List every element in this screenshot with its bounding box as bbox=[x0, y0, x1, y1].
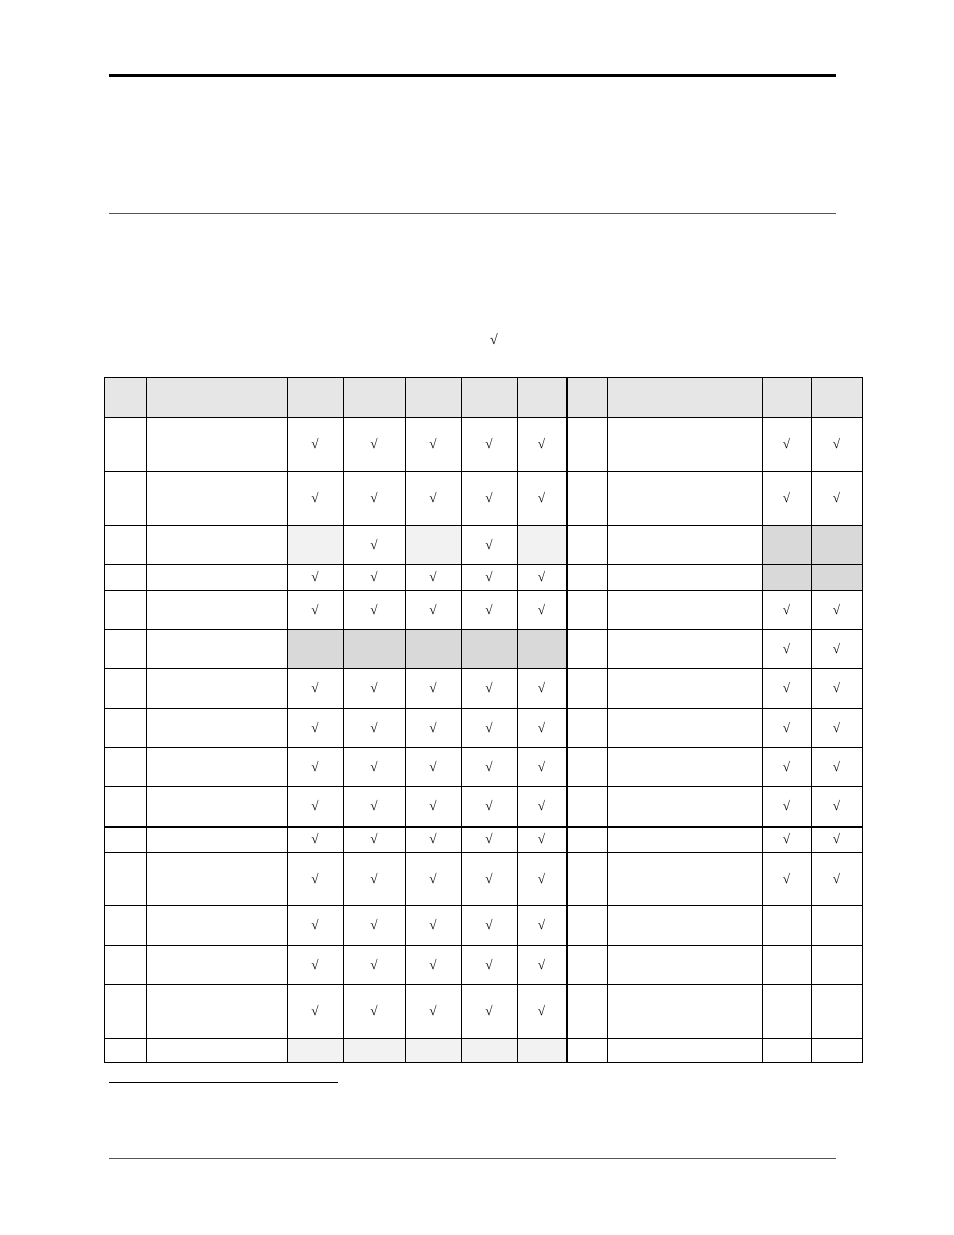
check-cell bbox=[461, 590, 517, 629]
check-mark: √ bbox=[832, 436, 841, 451]
check-mark: √ bbox=[485, 536, 493, 552]
check-mark: √ bbox=[370, 569, 378, 584]
check-mark: √ bbox=[429, 1003, 437, 1018]
table-row-line bbox=[104, 708, 863, 709]
check-cell bbox=[762, 417, 811, 471]
check-mark: √ bbox=[311, 569, 319, 584]
table-row-line bbox=[104, 852, 863, 853]
check-cell bbox=[405, 525, 461, 564]
check-mark: √ bbox=[832, 490, 841, 505]
check-cell bbox=[287, 564, 343, 590]
check-cell bbox=[461, 525, 517, 564]
check-cell bbox=[287, 984, 343, 1038]
check-mark: √ bbox=[485, 719, 493, 735]
check-mark: √ bbox=[537, 870, 546, 886]
check-mark: √ bbox=[370, 956, 378, 972]
check-cell bbox=[287, 708, 343, 747]
check-cell bbox=[287, 852, 343, 905]
table-column-line bbox=[566, 377, 568, 1063]
table-row-line bbox=[104, 377, 863, 378]
header-cell bbox=[405, 377, 461, 417]
check-cell bbox=[287, 1038, 343, 1062]
check-cell bbox=[461, 984, 517, 1038]
check-cell bbox=[461, 826, 517, 852]
check-mark: √ bbox=[537, 831, 546, 846]
check-cell bbox=[405, 564, 461, 590]
table-row-line bbox=[104, 1062, 863, 1063]
check-mark: √ bbox=[429, 956, 437, 972]
check-mark: √ bbox=[782, 831, 791, 846]
check-cell bbox=[287, 786, 343, 826]
check-mark: √ bbox=[782, 640, 791, 656]
check-mark: √ bbox=[311, 1003, 319, 1018]
check-mark: √ bbox=[370, 680, 378, 695]
check-cell bbox=[762, 708, 811, 747]
check-cell bbox=[811, 786, 862, 826]
check-mark: √ bbox=[429, 831, 437, 846]
check-cell bbox=[517, 984, 566, 1038]
check-mark: √ bbox=[537, 601, 546, 617]
check-mark: √ bbox=[429, 870, 437, 886]
header-cell bbox=[343, 377, 405, 417]
check-mark: √ bbox=[537, 956, 546, 972]
check-mark: √ bbox=[537, 436, 546, 451]
check-cell bbox=[517, 1038, 566, 1062]
check-mark: √ bbox=[485, 601, 493, 617]
check-cell bbox=[517, 786, 566, 826]
check-mark: √ bbox=[537, 758, 546, 774]
check-mark: √ bbox=[370, 601, 378, 617]
check-mark: √ bbox=[370, 798, 378, 813]
check-cell bbox=[762, 564, 811, 590]
check-cell bbox=[287, 525, 343, 564]
legend-check-symbol: √ bbox=[490, 333, 498, 348]
check-cell bbox=[287, 826, 343, 852]
check-cell bbox=[517, 668, 566, 708]
check-cell bbox=[405, 668, 461, 708]
footnote-rule bbox=[109, 1082, 338, 1083]
check-cell bbox=[405, 590, 461, 629]
check-cell bbox=[343, 747, 405, 786]
table-row-line bbox=[104, 471, 863, 472]
check-cell bbox=[461, 786, 517, 826]
check-cell bbox=[811, 590, 862, 629]
check-cell bbox=[461, 417, 517, 471]
check-cell bbox=[287, 905, 343, 945]
check-cell bbox=[343, 590, 405, 629]
check-mark: √ bbox=[370, 536, 378, 552]
check-cell bbox=[811, 984, 862, 1038]
check-mark: √ bbox=[782, 758, 791, 774]
check-mark: √ bbox=[485, 680, 493, 695]
check-cell bbox=[762, 525, 811, 564]
check-cell bbox=[517, 564, 566, 590]
header-cell bbox=[146, 377, 287, 417]
check-cell bbox=[287, 471, 343, 525]
table-column-line bbox=[287, 377, 288, 1063]
check-cell bbox=[517, 852, 566, 905]
table-column-line bbox=[343, 377, 344, 1063]
check-mark: √ bbox=[311, 758, 319, 774]
check-cell bbox=[461, 905, 517, 945]
check-mark: √ bbox=[429, 569, 437, 584]
check-mark: √ bbox=[311, 798, 319, 813]
check-mark: √ bbox=[311, 680, 319, 695]
check-mark: √ bbox=[782, 490, 791, 505]
table-row-line bbox=[104, 525, 863, 526]
check-mark: √ bbox=[370, 719, 378, 735]
check-mark: √ bbox=[370, 758, 378, 774]
check-mark: √ bbox=[429, 917, 437, 932]
header-cell bbox=[811, 377, 862, 417]
check-mark: √ bbox=[429, 680, 437, 695]
check-cell bbox=[287, 590, 343, 629]
check-cell bbox=[517, 629, 566, 668]
check-mark: √ bbox=[370, 436, 378, 451]
check-cell bbox=[517, 708, 566, 747]
check-mark: √ bbox=[832, 640, 841, 656]
check-cell bbox=[287, 945, 343, 984]
table-row-line bbox=[104, 747, 863, 748]
check-cell bbox=[461, 564, 517, 590]
footer-rule bbox=[109, 1158, 836, 1159]
table-row-line bbox=[104, 1038, 863, 1039]
check-cell bbox=[461, 471, 517, 525]
check-cell bbox=[343, 668, 405, 708]
check-cell bbox=[811, 471, 862, 525]
check-cell bbox=[405, 945, 461, 984]
check-mark: √ bbox=[485, 956, 493, 972]
check-cell bbox=[343, 564, 405, 590]
table-row-line bbox=[104, 590, 863, 591]
check-cell bbox=[343, 984, 405, 1038]
check-cell bbox=[405, 984, 461, 1038]
check-mark: √ bbox=[485, 831, 493, 846]
check-cell bbox=[287, 417, 343, 471]
check-mark: √ bbox=[485, 917, 493, 932]
check-mark: √ bbox=[429, 758, 437, 774]
check-cell bbox=[762, 668, 811, 708]
check-cell bbox=[517, 905, 566, 945]
check-mark: √ bbox=[782, 680, 791, 695]
check-mark: √ bbox=[485, 1003, 493, 1018]
check-mark: √ bbox=[485, 436, 493, 451]
check-mark: √ bbox=[311, 719, 319, 735]
check-cell bbox=[287, 668, 343, 708]
check-cell bbox=[762, 905, 811, 945]
check-cell bbox=[405, 629, 461, 668]
check-mark: √ bbox=[832, 719, 841, 735]
table-row-line bbox=[104, 826, 863, 828]
check-cell bbox=[762, 747, 811, 786]
check-mark: √ bbox=[485, 798, 493, 813]
check-mark: √ bbox=[370, 1003, 378, 1018]
header-cell bbox=[762, 377, 811, 417]
check-cell bbox=[762, 786, 811, 826]
check-cell bbox=[343, 708, 405, 747]
table-row-line bbox=[104, 629, 863, 630]
check-cell bbox=[343, 786, 405, 826]
check-cell bbox=[461, 747, 517, 786]
check-cell bbox=[405, 708, 461, 747]
check-cell bbox=[762, 1038, 811, 1062]
check-cell bbox=[461, 629, 517, 668]
check-cell bbox=[343, 471, 405, 525]
check-mark: √ bbox=[537, 917, 546, 932]
header-cell bbox=[566, 377, 607, 417]
check-cell bbox=[517, 417, 566, 471]
check-cell bbox=[811, 852, 862, 905]
check-mark: √ bbox=[782, 870, 791, 886]
table-column-line bbox=[811, 377, 812, 1063]
check-cell bbox=[343, 852, 405, 905]
check-cell bbox=[405, 1038, 461, 1062]
check-cell bbox=[811, 668, 862, 708]
check-cell bbox=[461, 852, 517, 905]
check-cell bbox=[762, 471, 811, 525]
check-mark: √ bbox=[537, 490, 546, 505]
check-mark: √ bbox=[370, 831, 378, 846]
check-cell bbox=[343, 826, 405, 852]
check-mark: √ bbox=[485, 870, 493, 886]
check-cell bbox=[343, 945, 405, 984]
check-mark: √ bbox=[370, 870, 378, 886]
check-cell bbox=[811, 826, 862, 852]
check-mark: √ bbox=[429, 798, 437, 813]
check-mark: √ bbox=[311, 490, 319, 505]
table-row-line bbox=[104, 786, 863, 787]
check-mark: √ bbox=[782, 719, 791, 735]
check-cell bbox=[461, 708, 517, 747]
check-cell bbox=[461, 945, 517, 984]
check-cell bbox=[517, 945, 566, 984]
check-mark: √ bbox=[782, 436, 791, 451]
check-mark: √ bbox=[311, 917, 319, 932]
check-cell bbox=[811, 629, 862, 668]
check-mark: √ bbox=[832, 758, 841, 774]
check-cell bbox=[762, 945, 811, 984]
check-mark: √ bbox=[537, 1003, 546, 1018]
check-mark: √ bbox=[429, 490, 437, 505]
check-mark: √ bbox=[782, 601, 791, 617]
check-cell bbox=[405, 852, 461, 905]
check-cell bbox=[811, 417, 862, 471]
check-cell bbox=[461, 668, 517, 708]
check-cell bbox=[343, 905, 405, 945]
check-mark: √ bbox=[832, 798, 841, 813]
check-mark: √ bbox=[537, 569, 546, 584]
check-cell bbox=[343, 1038, 405, 1062]
header-cell bbox=[461, 377, 517, 417]
check-mark: √ bbox=[832, 870, 841, 886]
check-cell bbox=[811, 564, 862, 590]
check-mark: √ bbox=[429, 436, 437, 451]
check-mark: √ bbox=[429, 601, 437, 617]
check-mark: √ bbox=[832, 831, 841, 846]
check-cell bbox=[461, 1038, 517, 1062]
check-cell bbox=[405, 786, 461, 826]
check-mark: √ bbox=[311, 436, 319, 451]
check-cell bbox=[762, 629, 811, 668]
table-column-line bbox=[405, 377, 406, 1063]
table-column-line bbox=[762, 377, 763, 1063]
check-cell bbox=[517, 525, 566, 564]
check-cell bbox=[811, 708, 862, 747]
table-column-line bbox=[146, 377, 147, 1063]
check-cell bbox=[762, 852, 811, 905]
table-column-line bbox=[517, 377, 518, 1063]
check-cell bbox=[811, 525, 862, 564]
check-mark: √ bbox=[537, 719, 546, 735]
check-cell bbox=[811, 1038, 862, 1062]
check-cell bbox=[343, 629, 405, 668]
check-cell bbox=[405, 471, 461, 525]
check-mark: √ bbox=[485, 490, 493, 505]
check-cell bbox=[287, 747, 343, 786]
check-cell bbox=[517, 471, 566, 525]
check-mark: √ bbox=[311, 831, 319, 846]
check-cell bbox=[405, 905, 461, 945]
check-cell bbox=[517, 747, 566, 786]
check-cell bbox=[762, 590, 811, 629]
table-column-line bbox=[461, 377, 462, 1063]
check-mark: √ bbox=[832, 680, 841, 695]
check-mark: √ bbox=[311, 870, 319, 886]
check-cell bbox=[811, 747, 862, 786]
check-mark: √ bbox=[832, 601, 841, 617]
table-row-line bbox=[104, 417, 863, 418]
check-cell bbox=[762, 826, 811, 852]
table-row-line bbox=[104, 945, 863, 946]
header-cell bbox=[517, 377, 566, 417]
check-mark: √ bbox=[311, 601, 319, 617]
check-cell bbox=[811, 905, 862, 945]
table-row-line bbox=[104, 564, 863, 565]
header-cell bbox=[104, 377, 146, 417]
header-cell bbox=[607, 377, 762, 417]
check-cell bbox=[343, 525, 405, 564]
table-row-line bbox=[104, 984, 863, 985]
check-mark: √ bbox=[782, 798, 791, 813]
table-column-line bbox=[607, 377, 608, 1063]
check-cell bbox=[517, 590, 566, 629]
table-row-line bbox=[104, 905, 863, 906]
check-mark: √ bbox=[311, 956, 319, 972]
check-cell bbox=[762, 984, 811, 1038]
check-mark: √ bbox=[370, 917, 378, 932]
check-cell bbox=[343, 417, 405, 471]
check-mark: √ bbox=[429, 719, 437, 735]
check-mark: √ bbox=[537, 798, 546, 813]
check-cell bbox=[287, 629, 343, 668]
check-mark: √ bbox=[537, 680, 546, 695]
check-cell bbox=[405, 417, 461, 471]
check-mark: √ bbox=[370, 490, 378, 505]
check-cell bbox=[405, 747, 461, 786]
check-cell bbox=[517, 826, 566, 852]
table-column-line bbox=[862, 377, 863, 1063]
check-cell bbox=[405, 826, 461, 852]
check-mark: √ bbox=[485, 758, 493, 774]
check-mark: √ bbox=[485, 569, 493, 584]
table-row-line bbox=[104, 668, 863, 669]
header-cell bbox=[287, 377, 343, 417]
table-column-line bbox=[104, 377, 105, 1063]
check-cell bbox=[811, 945, 862, 984]
